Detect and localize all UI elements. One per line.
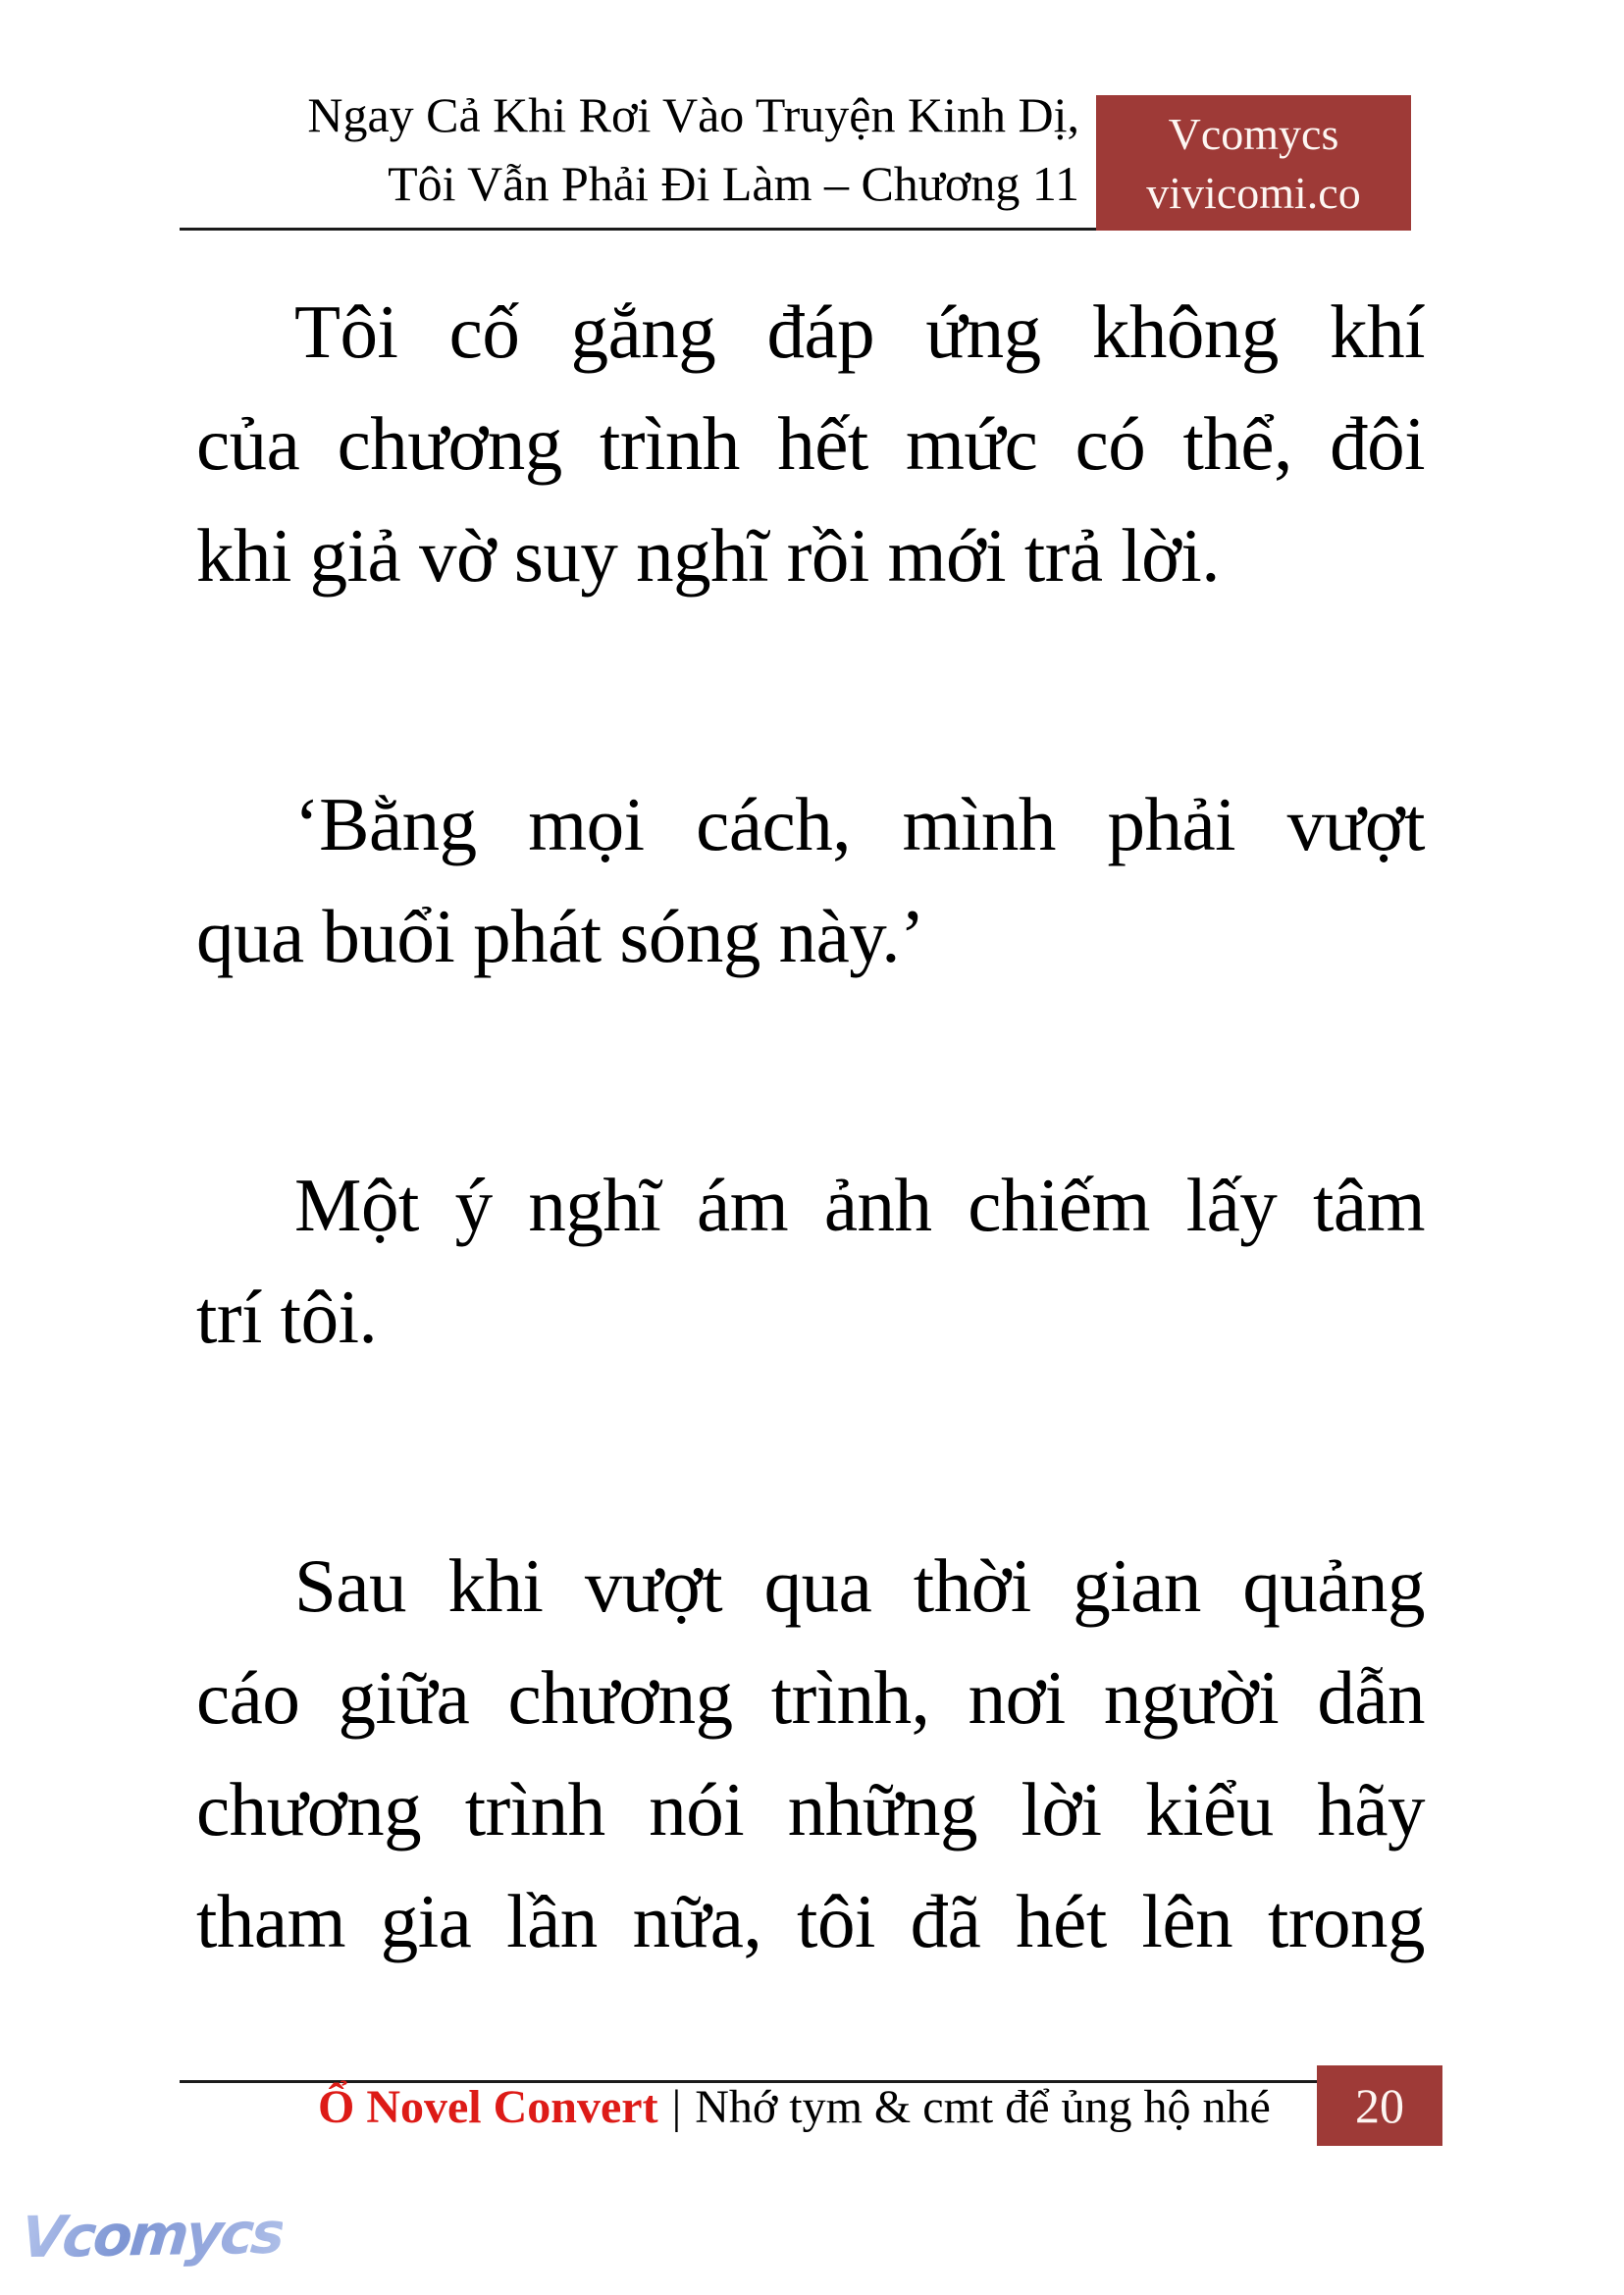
text-line: của chương trình hết mức có thể, đôi: [196, 401, 1425, 486]
footer-separator: |: [671, 2081, 682, 2133]
text-line: tham gia lần nữa, tôi đã hét lên trong: [196, 1879, 1425, 1963]
text-line: trí tôi.: [196, 1275, 378, 1359]
header-divider: [180, 228, 1096, 231]
text-line: ‘Bằng mọi cách, mình phải vượt: [294, 782, 1425, 866]
paragraph-1: [196, 276, 1425, 611]
text-line: cáo giữa chương trình, nơi người dẫn: [196, 1655, 1425, 1740]
vcomycs-watermark-logo: Vcomycs: [18, 2199, 286, 2271]
page-number-badge: 20: [1317, 2065, 1442, 2146]
paragraph-4: [196, 1530, 1425, 1977]
site-badge: [1096, 95, 1411, 231]
text-line: Tôi cố gắng đáp ứng không khí: [294, 289, 1425, 374]
paragraph-3: [196, 1149, 1425, 1373]
footer-credit: [318, 2080, 1271, 2135]
text-line: Sau khi vượt qua thời gian quảng: [294, 1543, 1425, 1628]
site-badge-name: Vcomycs: [1168, 109, 1339, 159]
site-badge-url: vivicomi.co: [1146, 168, 1361, 218]
footer-note: Nhớ tym & cmt để ủng hộ nhé: [695, 2081, 1271, 2133]
story-body: [196, 276, 1425, 2134]
text-line: qua buổi phát sóng này.’: [196, 894, 925, 978]
chapter-title-line2: Tôi Vẫn Phải Đi Làm – Chương 11: [388, 156, 1079, 211]
text-line: chương trình nói những lời kiểu hãy: [196, 1767, 1425, 1852]
footer-brand: Ổ Novel Convert: [318, 2081, 658, 2133]
text-line: Một ý nghĩ ám ảnh chiếm lấy tâm: [294, 1163, 1425, 1247]
chapter-title-line1: Ngay Cả Khi Rơi Vào Truyện Kinh Dị,: [307, 87, 1079, 142]
text-line: khi giả vờ suy nghĩ rồi mới trả lời.: [196, 513, 1221, 598]
chapter-title: [307, 80, 1079, 218]
paragraph-2: [196, 768, 1425, 992]
